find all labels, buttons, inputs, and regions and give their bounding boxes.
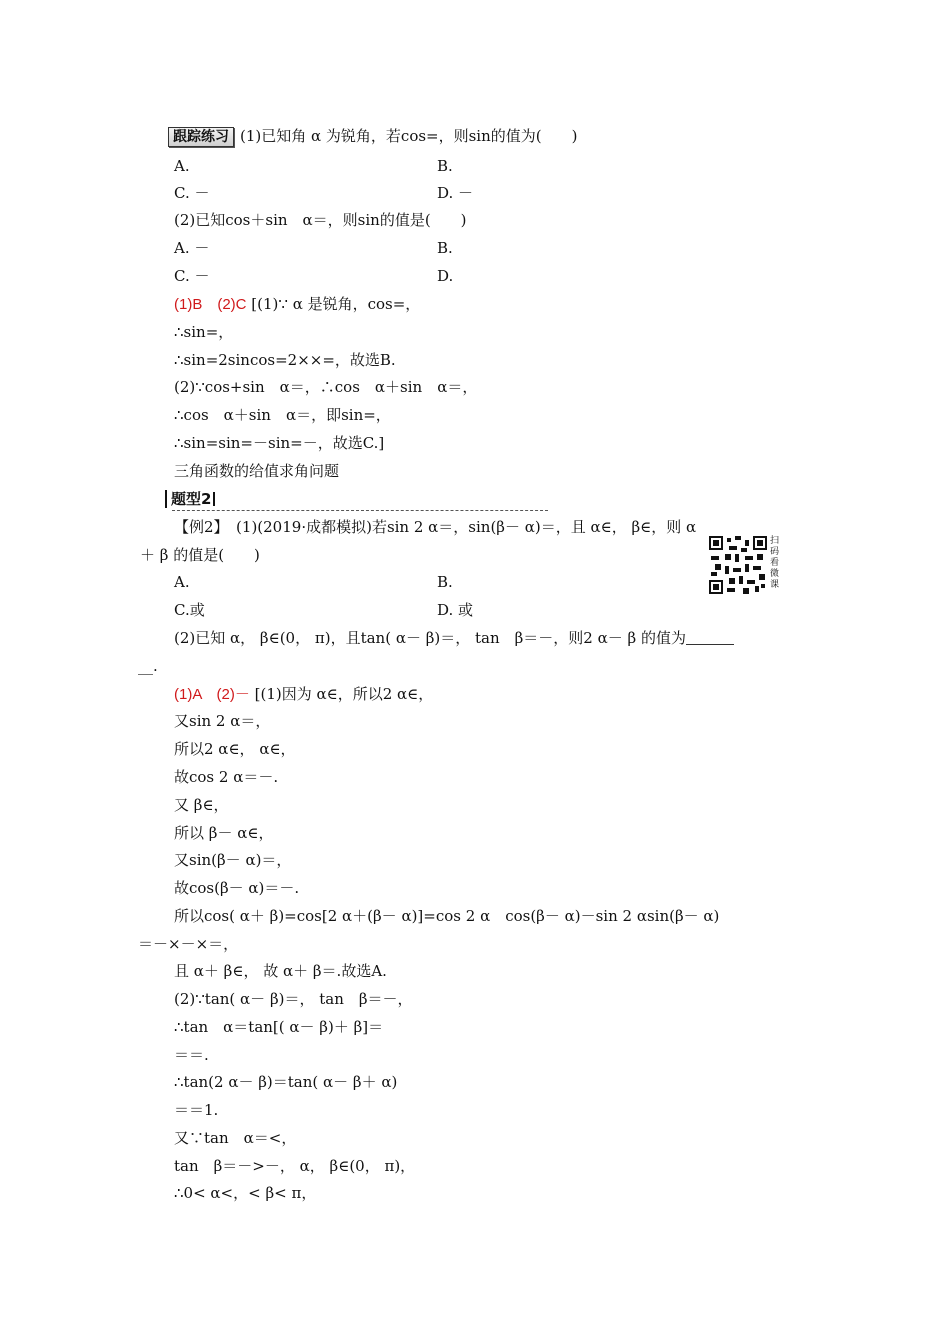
option-a: A.: [174, 157, 190, 175]
practice-tag: 跟踪练习: [168, 127, 234, 147]
solution-line: ＝＝1.: [174, 1101, 219, 1119]
example-part2: (2)已知 α， β∈(0， π)，且tan( α－ β)＝， tan β＝－，则2 α－ β 的值为: [174, 628, 734, 648]
option-b: B.: [437, 157, 453, 175]
solution-line: 又sin(β－ α)＝，: [174, 851, 292, 869]
solution-line: 所以2 α∈， α∈，: [174, 740, 296, 758]
qr-code: [709, 536, 767, 594]
solution-line: ∴cos α＋sin α＝，即sin=，: [174, 406, 391, 424]
solution-line: 所以 β－ α∈，: [174, 824, 274, 842]
solution-line: (2)∵tan( α－ β)＝， tan β＝－，: [174, 990, 413, 1008]
option-c: C. －: [174, 184, 210, 202]
answer-key: (1)B (2)C: [174, 296, 247, 313]
solution-text: [(1)因为 α∈，所以2 α∈，: [254, 685, 434, 703]
example-text: ＋ β 的值是( ): [140, 546, 260, 564]
example-text: 【例2】 (1)(2019·成都模拟)若sin 2 α＝，sin(β－ α)＝，且 α∈， β∈，则 α: [174, 518, 697, 536]
qr-caption: 扫码看微课: [770, 536, 780, 590]
solution-line: 又∵tan α＝<，: [174, 1129, 297, 1147]
dashed-divider: [172, 510, 548, 511]
solution-line: 故cos 2 α＝－.: [174, 768, 279, 786]
section-heading: 三角函数的给值求角问题: [174, 462, 340, 480]
answer-line: [174, 294, 420, 315]
option-b: B.: [437, 239, 453, 257]
solution-line: ∴sin=sin=－sin=－，故选C.]: [174, 434, 385, 452]
option-b: B.: [437, 573, 453, 591]
solution-line: ∴tan α＝tan[( α－ β)＋ β]＝: [174, 1018, 384, 1036]
option-d: D. －: [437, 184, 474, 202]
solution-line: ＝＝.: [174, 1046, 209, 1064]
answer-blank: [686, 630, 734, 645]
practice-line: [168, 126, 577, 147]
solution-line: (2)∵cos+sin α＝，∴cos α＋sin α＝，: [174, 378, 478, 396]
solution-line: 所以cos( α＋ β)=cos[2 α＋(β－ α)]=cos 2 α cos(β－ α)－sin 2 αsin(β－ α): [174, 907, 720, 925]
q1-text: (1)已知角 α 为锐角，若cos=，则sin的值为( ): [240, 127, 578, 145]
solution-line: tan β＝－>－， α， β∈(0， π)，: [174, 1157, 416, 1175]
solution-line: 且 α＋ β∈， 故 α＋ β＝.故选A.: [174, 962, 387, 980]
solution-line: ∴0< α<，< β< π，: [174, 1184, 317, 1202]
option-a: A.: [174, 573, 190, 591]
solution-line: ＝－×－×＝，: [138, 935, 239, 953]
blank-continuation: __.: [138, 657, 158, 675]
solution-line: ∴sin=，: [174, 323, 234, 341]
solution-line: 又sin 2 α＝，: [174, 712, 271, 730]
solution-line: 故cos(β－ α)＝－.: [174, 879, 300, 897]
type-label: 题型2: [165, 490, 215, 508]
option-c: C.或: [174, 601, 205, 619]
solution-text: [(1)∵ α 是锐角，cos=，: [251, 295, 421, 313]
answer-key: (1)A (2)－: [174, 686, 250, 703]
option-c: C. －: [174, 267, 210, 285]
answer-line: [174, 684, 433, 705]
option-a: A. －: [174, 239, 210, 257]
option-d: D.: [437, 267, 454, 285]
solution-line: ∴tan(2 α－ β)＝tan( α－ β＋ α): [174, 1073, 398, 1091]
q2-text: (2)已知cos＋sin α＝，则sin的值是( ): [174, 211, 467, 229]
option-d: D. 或: [437, 601, 474, 619]
solution-line: 又 β∈，: [174, 796, 229, 814]
solution-line: ∴sin=2sincos=2××=，故选B.: [174, 351, 396, 369]
